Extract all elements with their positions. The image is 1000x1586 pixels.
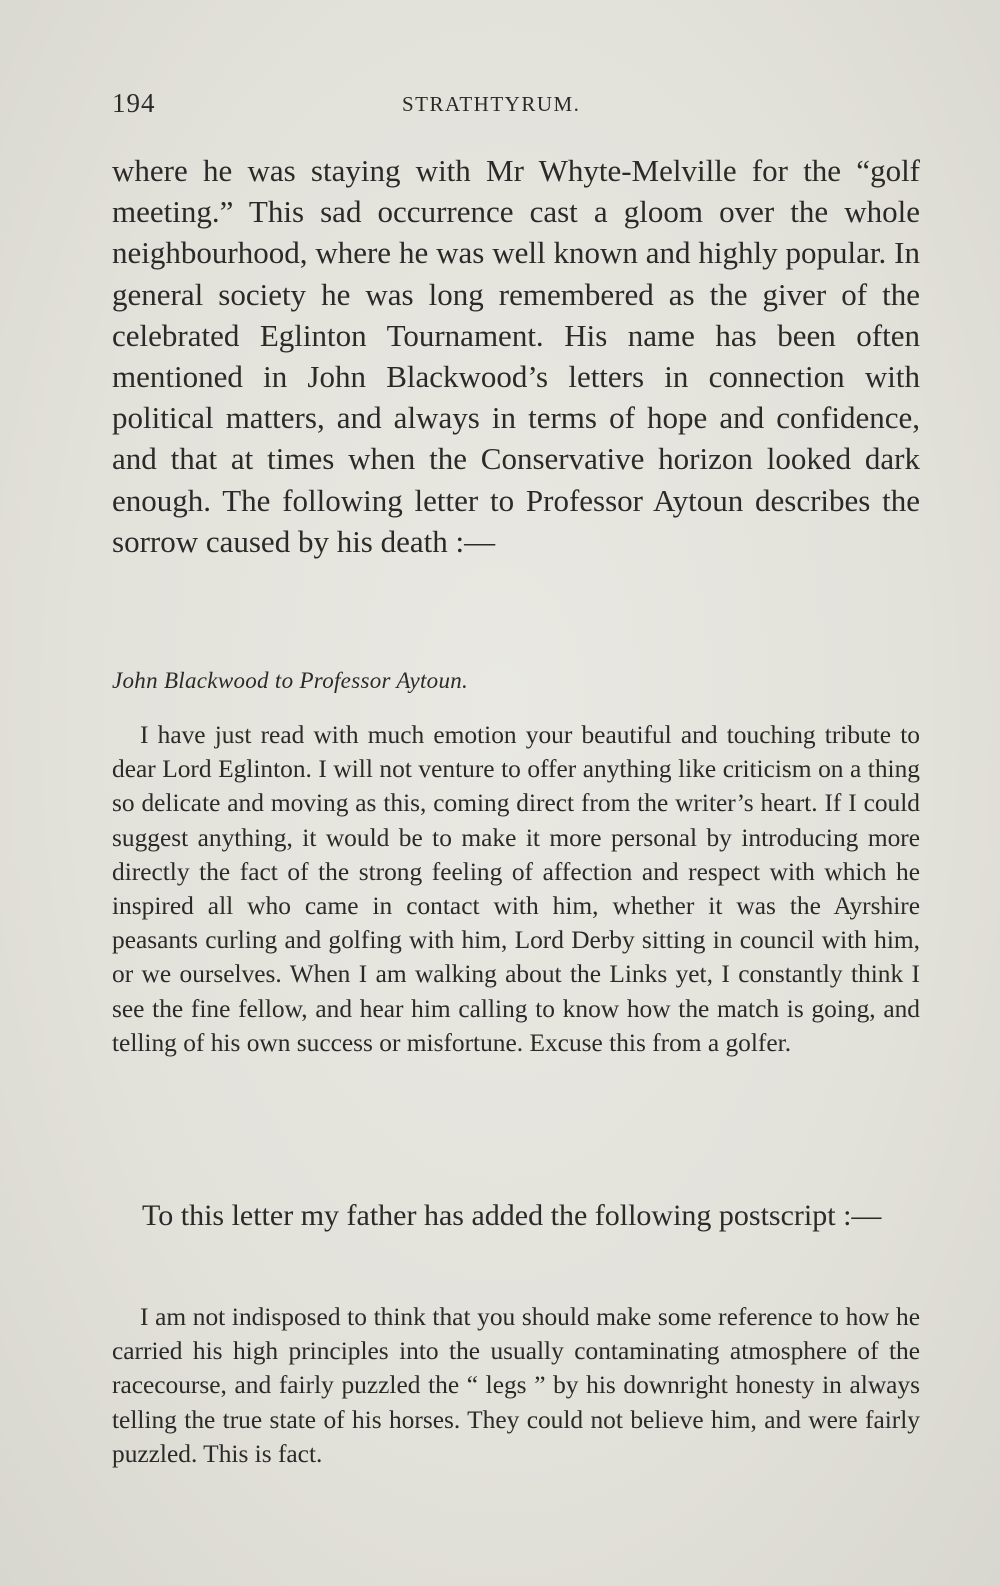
body-paragraph: where he was staying with Mr Whyte-Melville for the “golf meeting.” This sad occurrence cast a gloom over the whole neighbourhood, where he was well known and highly popular. In general society he was long remembered as the giver of the celebrated Eglinton Tournament. His name has been often mentioned in John Blackwood’s letters in connection with political matters, and always in terms of hope and confidence, and that at times when the Conservative horizon looked dark enough. The following letter to Professor Aytoun describes the sorrow caused by his death :— — [112, 153, 920, 559]
page-number: 194 — [112, 88, 156, 118]
letter-heading: John Blackwood to Professor Aytoun. — [112, 668, 469, 693]
running-head: STRATHTYRUM. — [402, 92, 581, 116]
letter-text: I have just read with much emotion your beautiful and touching tribute to dear Lord Eglinton. I will not venture to offer anything like criticism on a thing so delicate and moving as this, coming direct from the writer’s heart. If I could suggest anything, it would be to make it more personal by introducing more directly the fact of the strong feeling of affection and respect with which he inspired all who came in contact with him, whether it was the Ayrshire peasants curling and golfing with him, Lord Derby sitting in council with him, or we ourselves. When I am walking about the Links yet, I constantly think I see the fine fellow, and hear him calling to know how the match is going, and telling of his own success or misfortune. Excuse this from a golfer. — [112, 721, 920, 1057]
postscript-intro: To this letter my father has added the following postscript :— — [142, 1199, 882, 1232]
postscript-text: I am not indisposed to think that you should make some reference to how he carried his high principles into the usually contaminating atmosphere of the racecourse, and fairly puzzled the “ legs ” by his downright honesty in always telling the true state of his horses. They could not believe him, and were fairly puzzled. This is fact. — [112, 1303, 920, 1468]
page-header — [112, 88, 912, 128]
